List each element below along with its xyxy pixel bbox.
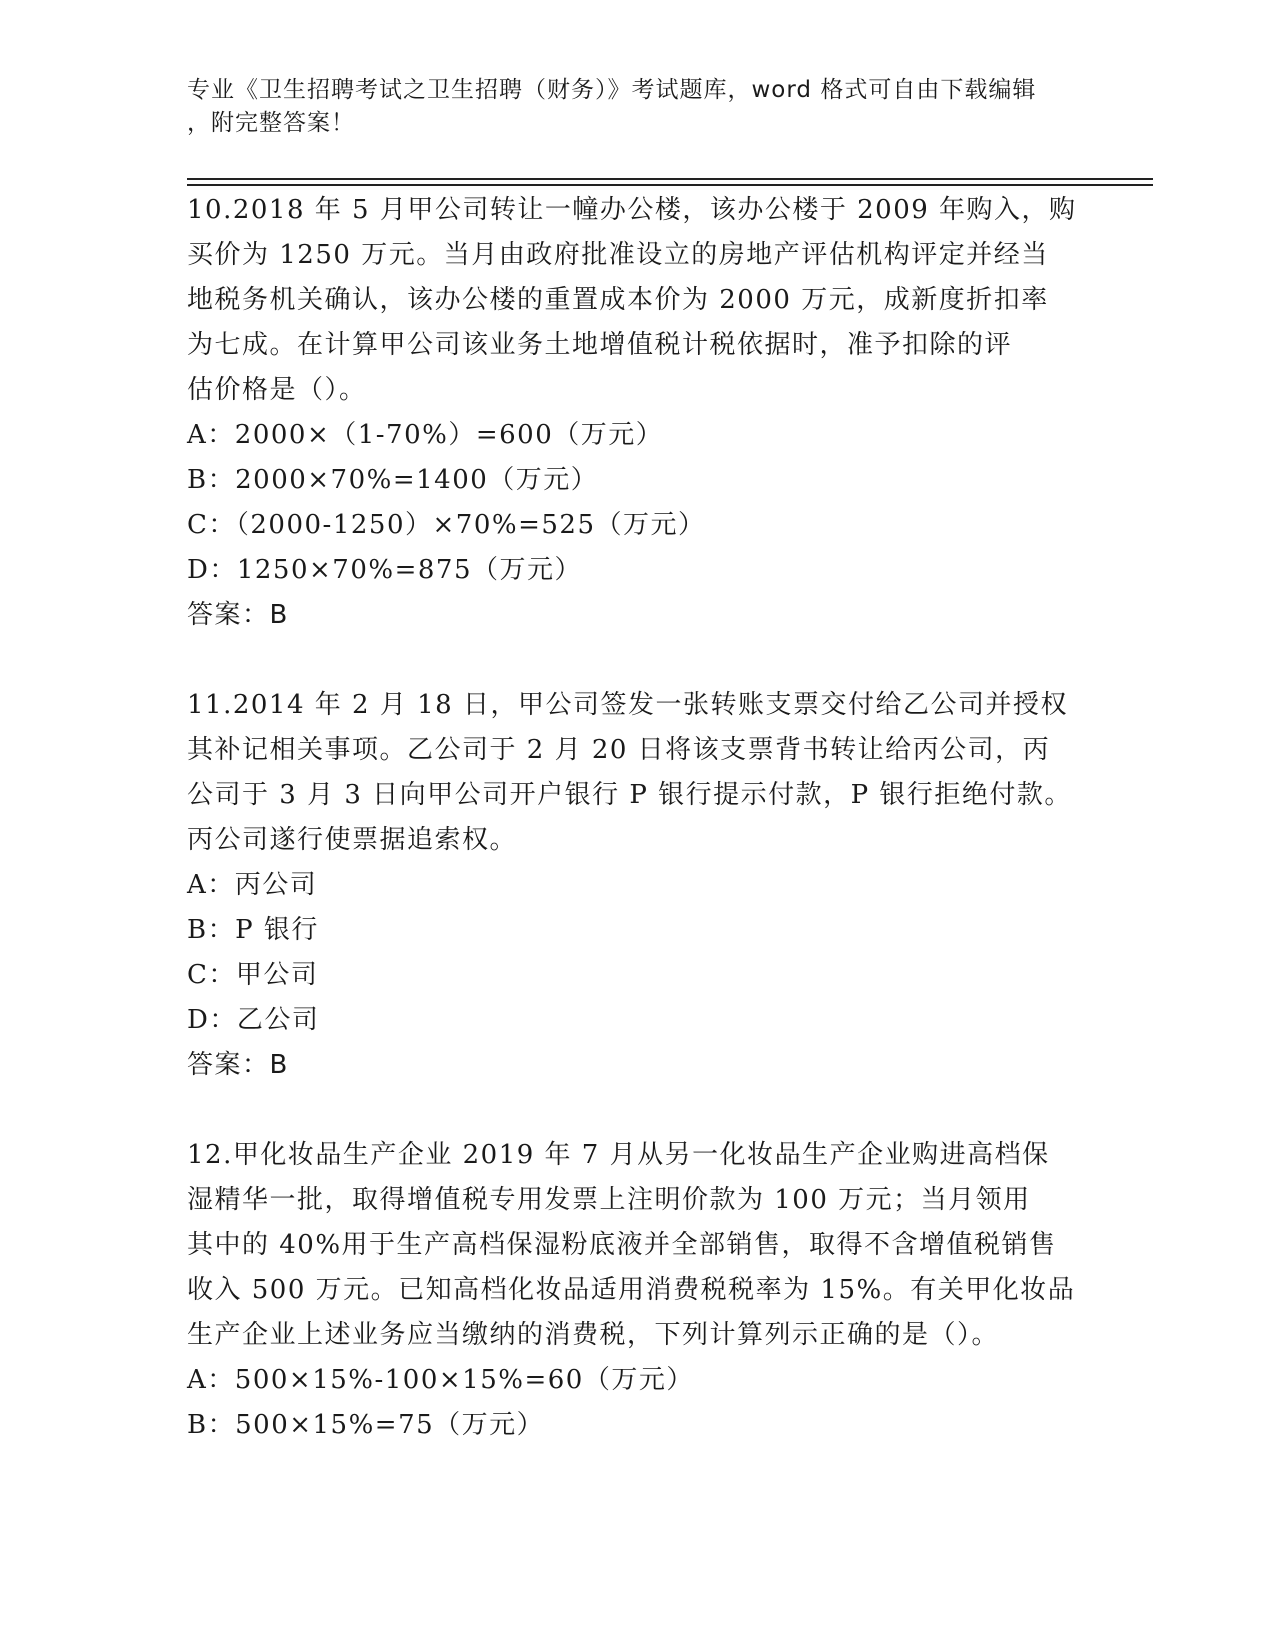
question-text-line: 丙公司遂行使票据追索权。: [187, 825, 518, 855]
question-text-line: 收入 500 万元。已知高档化妆品适用消费税税率为 15%。有关甲化妆品: [187, 1275, 1076, 1305]
option-a: A：2000×（1-70%）=600（万元）: [187, 420, 664, 450]
option-c: C：甲公司: [187, 960, 319, 990]
answer-label: 答案：B: [187, 1050, 289, 1080]
question-text-line: 12.甲化妆品生产企业 2019 年 7 月从另一化妆品生产企业购进高档保: [187, 1140, 1050, 1170]
question-text-line: 地税务机关确认，该办公楼的重置成本价为 2000 万元，成新度折扣率: [187, 285, 1049, 315]
question-spacer: [187, 1088, 1087, 1133]
question-list: [187, 188, 1087, 1448]
answer-label: 答案：B: [187, 600, 289, 630]
option-b: B：2000×70%=1400（万元）: [187, 465, 599, 495]
question-text-line: 生产企业上述业务应当缴纳的消费税，下列计算列示正确的是（）。: [187, 1320, 1000, 1350]
option-b: B：P 银行: [187, 915, 319, 945]
question-text-line: 11.2014 年 2 月 18 日，甲公司签发一张转账支票交付给乙公司并授权: [187, 690, 1068, 720]
option-d: D：1250×70%=875（万元）: [187, 555, 582, 585]
question-text-line: 湿精华一批，取得增值税专用发票上注明价款为 100 万元；当月领用: [187, 1185, 1031, 1215]
question-text-line: 公司于 3 月 3 日向甲公司开户银行 P 银行提示付款，P 银行拒绝付款。: [187, 780, 1072, 810]
option-a: A：丙公司: [187, 870, 318, 900]
question-text-line: 买价为 1250 万元。当月由政府批准设立的房地产评估机构评定并经当: [187, 240, 1049, 270]
question-10: [187, 188, 1087, 638]
question-spacer: [187, 638, 1087, 683]
question-text-line: 其中的 40%用于生产高档保湿粉底液并全部销售，取得不含增值税销售: [187, 1230, 1057, 1260]
option-a: A：500×15%-100×15%=60（万元）: [187, 1365, 694, 1395]
question-12: [187, 1133, 1087, 1448]
option-d: D：乙公司: [187, 1005, 320, 1035]
document-header: 专业《卫生招聘考试之卫生招聘（财务）》考试题库，word 格式可自由下载编辑 ，附完整答案！: [187, 77, 1037, 136]
question-11: [187, 683, 1087, 1088]
question-text-line: 估价格是（）。: [187, 375, 367, 405]
option-c: C：（2000-1250）×70%=525（万元）: [187, 510, 706, 540]
header-divider-bottom: [187, 184, 1153, 186]
question-text-line: 10.2018 年 5 月甲公司转让一幢办公楼，该办公楼于 2009 年购入，购: [187, 195, 1077, 225]
option-b: B：500×15%=75（万元）: [187, 1410, 545, 1440]
header-divider-top: [187, 178, 1153, 180]
question-text-line: 其补记相关事项。乙公司于 2 月 20 日将该支票背书转让给丙公司，丙: [187, 735, 1051, 765]
question-text-line: 为七成。在计算甲公司该业务土地增值税计税依据时，准予扣除的评: [187, 330, 1013, 360]
